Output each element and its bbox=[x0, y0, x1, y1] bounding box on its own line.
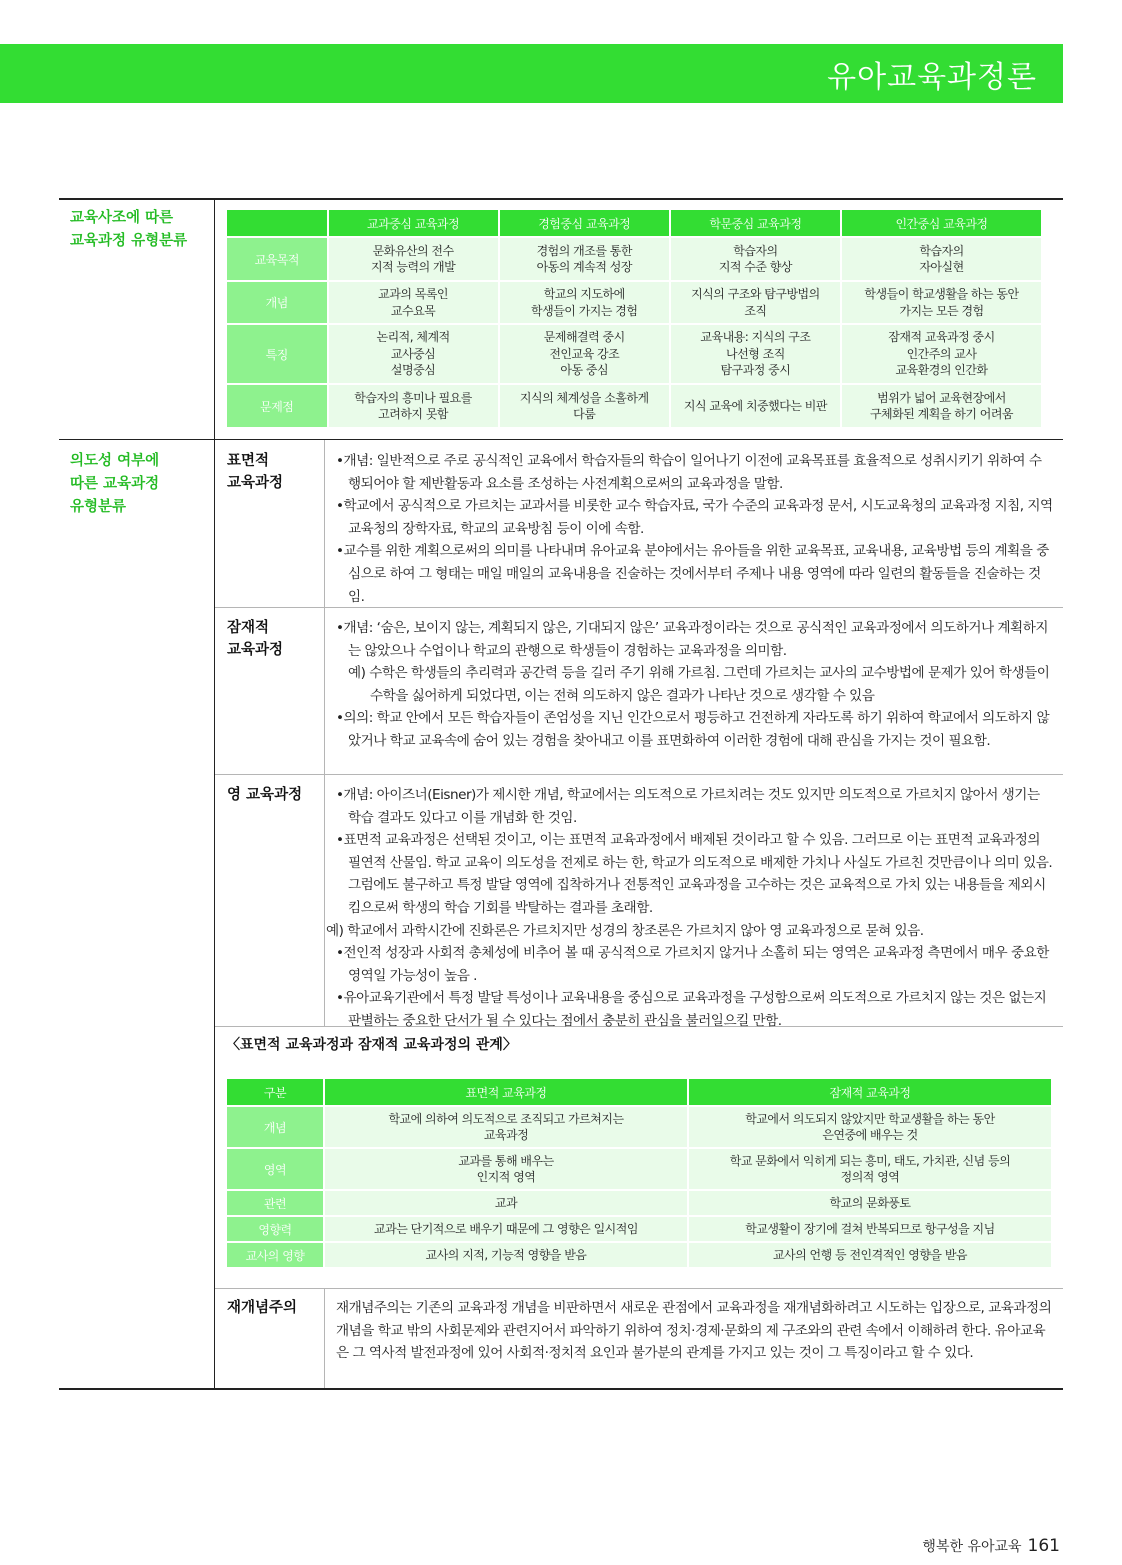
bullet-text: •개념: ‘숨은, 보이지 않는, 계획되지 않은, 기대되지 않은’ 교육과정이라는 것으로 공식적인 교육과정에서 의도하거나 계획하지는 않았으나 수업이나 학교의 관행으로 학생들이 경험하는 교육과정을 의미함. bbox=[336, 620, 1048, 659]
table-cell: 학교의 문화풍토 bbox=[689, 1191, 1051, 1215]
table-cell: 교과를 통해 배우는 인지적 영역 bbox=[325, 1149, 687, 1189]
null-curriculum-body bbox=[326, 784, 1054, 1033]
table-cell: 교육내용: 지식의 구조 나선형 조직 탐구과정 중시 bbox=[671, 325, 840, 383]
row-divider-2 bbox=[215, 774, 1063, 775]
table-cell: 학교에 의하여 의도적으로 조직되고 가르쳐지는 교육과정 bbox=[325, 1107, 687, 1147]
row-header: 영향력 bbox=[227, 1217, 323, 1241]
table-cell: 경험의 개조를 통한 아동의 계속적 성장 bbox=[500, 238, 669, 280]
page-footer bbox=[922, 1536, 1060, 1556]
bullet-text: •유아교육기관에서 특정 발달 특성이나 교육내용을 중심으로 교육과정을 구성함으로써 의도적으로 가르치지 않는 것은 없는지 판별하는 중요한 단서가 될 수 있다는 점에서 충분히 관심을 불러일으킬 만함. bbox=[336, 990, 1047, 1029]
table-cell: 지식 교육에 치중했다는 비판 bbox=[671, 385, 840, 427]
subtitle-explicit-curriculum: 표면적 교육과정 bbox=[227, 453, 284, 491]
table-cell: 교사의 언행 등 전인격적인 영향을 받음 bbox=[689, 1243, 1051, 1267]
table-cell: 논리적, 체계적 교사중심 설명중심 bbox=[329, 325, 498, 383]
latent-curriculum-body bbox=[336, 617, 1054, 753]
table-cell: 학습자의 자아실현 bbox=[842, 238, 1041, 280]
relation-table bbox=[225, 1077, 1053, 1269]
row-header: 관련 bbox=[227, 1191, 323, 1215]
table-cell: 지식의 구조와 탐구방법의 조직 bbox=[671, 282, 840, 323]
row-header: 특징 bbox=[227, 325, 327, 383]
bullet-text: •의의: 학교 안에서 모든 학습자들이 존엄성을 지닌 인간으로서 평등하고 건전하게 자라도록 하기 위하여 학교에서 의도하지 않았거나 학교 교육속에 숨어 있는 경험을 찾아내고 이를 표면화하여 이러한 경험에 대해 관심을 가지는 것이 필요함. bbox=[336, 710, 1050, 749]
table-cell: 지식의 체계성을 소홀하게 다룸 bbox=[500, 385, 669, 427]
section-divider bbox=[59, 439, 1063, 440]
reconceptualism-body bbox=[336, 1297, 1054, 1365]
table-cell: 학교생활이 장기에 걸쳐 반복되므로 항구성을 지님 bbox=[689, 1217, 1051, 1241]
category-label-2: 의도성 여부에 따른 교육과정 유형분류 bbox=[70, 453, 160, 515]
row-header: 개념 bbox=[227, 1107, 323, 1147]
table-header-row bbox=[227, 1079, 1051, 1105]
table-cell: 교과는 단기적으로 배우기 때문에 그 영향은 일시적임 bbox=[325, 1217, 687, 1241]
table-corner bbox=[227, 210, 327, 236]
explicit-curriculum-body bbox=[336, 450, 1054, 608]
row-header: 영역 bbox=[227, 1149, 323, 1189]
bullet-text: •표면적 교육과정은 선택된 것이고, 이는 표면적 교육과정에서 배제된 것이라고 할 수 있음. 그러므로 이는 표면적 교육과정의 필연적 산물임. 학교 교육이 의도성을 전제로 하는 한, 학교가 의도적으로 배제한 가치나 사실도 가르친 것만큼이나 의미 있음. 그럼에도 불구하고 특정 발달 영역에 집착하거나 전통적인 교육과정을 고수하는 것은 교육적으로 가치 있는 내용들을 제외시킴으로써 학생의 학습 기회를 박탈하는 결과를 초래함. bbox=[336, 832, 1053, 916]
table-row bbox=[227, 1191, 1051, 1215]
bullet-text: •학교에서 공식적으로 가르치는 교과서를 비롯한 교수 학습자료, 국가 수준의 교육과정 문서, 시도교육청의 교육과정 지침, 지역 교육청의 장학자료, 학교의 교육방침 등이 이에 속함. bbox=[336, 498, 1053, 537]
subtitle-column-divider-2 bbox=[324, 1288, 325, 1388]
row-header: 개념 bbox=[227, 282, 327, 323]
table-cell: 학교에서 의도되지 않았지만 학교생활을 하는 동안 은연중에 배우는 것 bbox=[689, 1107, 1051, 1147]
table-cell: 학생들이 학교생활을 하는 동안 가지는 모든 경험 bbox=[842, 282, 1041, 323]
relation-table-title: 〈표면적 교육과정과 잠재적 교육과정의 관계〉 bbox=[226, 1037, 517, 1053]
table-cell: 교사의 지적, 기능적 영향을 받음 bbox=[325, 1243, 687, 1267]
left-column-divider bbox=[214, 199, 215, 1389]
table-row bbox=[227, 1217, 1051, 1241]
example-text: 예) 학교에서 과학시간에 진화론은 가르치지만 성경의 창조론은 가르치지 않아 영 교육과정으로 묻혀 있음. bbox=[326, 922, 924, 939]
column-header: 경험중심 교육과정 bbox=[500, 210, 669, 236]
curriculum-type-table bbox=[225, 208, 1043, 429]
example-text: 예) 수학은 학생들의 추리력과 공간력 등을 길러 주기 위해 가르침. 그런데 가르치는 교사의 교수방법에 문제가 있어 학생들이 수학을 싫어하게 되었다면, 이는 전혀 의도하지 않은 결과가 나타난 것으로 생각할 수 있음 bbox=[348, 665, 1050, 704]
table-cell: 잠재적 교육과정 중시 인간주의 교사 교육환경의 인간화 bbox=[842, 325, 1041, 383]
table-header-row bbox=[227, 210, 1041, 236]
bullet-text: •전인적 성장과 사회적 총체성에 비추어 볼 때 공식적으로 가르치지 않거나 소홀히 되는 영역은 교육과정 측면에서 매우 중요한 영역일 가능성이 높음 . bbox=[336, 945, 1049, 984]
table-cell: 교과의 목록인 교수요목 bbox=[329, 282, 498, 323]
subtitle-column-divider bbox=[324, 440, 325, 1026]
header-bar bbox=[0, 44, 1063, 103]
row-header: 문제점 bbox=[227, 385, 327, 427]
table-row bbox=[227, 282, 1041, 323]
column-header: 잠재적 교육과정 bbox=[689, 1079, 1051, 1105]
top-rule bbox=[59, 198, 1063, 200]
row-header: 교육목적 bbox=[227, 238, 327, 280]
table-cell: 학교의 지도하에 학생들이 가지는 경험 bbox=[500, 282, 669, 323]
bottom-rule bbox=[59, 1388, 1063, 1390]
paragraph-text: 재개념주의는 기존의 교육과정 개념을 비판하면서 새로운 관점에서 교육과정을 재개념화하려고 시도하는 입장으로, 교육과정의 개념을 학교 밖의 사회문제와 관련지어서 파악하기 위하여 정치·경제·문화의 제 구조와의 관련 속에서 이해하려 한다. 유아교육은 그 역사적 발전과정에 있어 사회적·정치적 요인과 불가분의 관계를 가지고 있는 것이 그 특징이라고 할 수 있다. bbox=[336, 1300, 1052, 1362]
table-cell: 문제해결력 중시 전인교육 강조 아동 중심 bbox=[500, 325, 669, 383]
book-title: 행복한 유아교육 bbox=[922, 1539, 1022, 1555]
column-header: 구분 bbox=[227, 1079, 323, 1105]
row-divider-4 bbox=[215, 1288, 1063, 1289]
bullet-text: •교수를 위한 계획으로써의 의미를 나타내며 유아교육 분야에서는 유아들을 위한 교육목표, 교육내용, 교육방법 등의 계획을 중심으로 하여 그 형태는 매일 매일의 교육내용을 진술하는 것에서부터 주제나 내용 영역에 따라 일련의 활동들을 진술하는 것임. bbox=[336, 543, 1049, 605]
table-cell: 문화유산의 전수 지적 능력의 개발 bbox=[329, 238, 498, 280]
table-cell: 교과 bbox=[325, 1191, 687, 1215]
table-cell: 학습자의 지적 수준 향상 bbox=[671, 238, 840, 280]
subtitle-null-curriculum: 영 교육과정 bbox=[227, 787, 303, 803]
column-header: 인간중심 교육과정 bbox=[842, 210, 1041, 236]
subtitle-latent-curriculum: 잠재적 교육과정 bbox=[227, 620, 284, 658]
column-header: 교과중심 교육과정 bbox=[329, 210, 498, 236]
table-cell: 범위가 넓어 교육현장에서 구체화된 계획을 하기 어려움 bbox=[842, 385, 1041, 427]
subtitle-reconceptualism: 재개념주의 bbox=[227, 1300, 298, 1316]
row-header: 교사의 영향 bbox=[227, 1243, 323, 1267]
column-header: 표면적 교육과정 bbox=[325, 1079, 687, 1105]
table-row bbox=[227, 385, 1041, 427]
table-row bbox=[227, 325, 1041, 383]
table-row bbox=[227, 238, 1041, 280]
table-row bbox=[227, 1243, 1051, 1267]
page-header-title: 유아교육과정론 bbox=[827, 60, 1037, 95]
category-label-1: 교육사조에 따른 교육과정 유형분류 bbox=[70, 210, 188, 249]
table-cell: 학교 문화에서 익히게 되는 흥미, 태도, 가치관, 신념 등의 정의적 영역 bbox=[689, 1149, 1051, 1189]
table-row bbox=[227, 1107, 1051, 1147]
bullet-text: •개념: 일반적으로 주로 공식적인 교육에서 학습자들의 학습이 일어나기 이전에 교육목표를 효율적으로 성취시키기 위하여 수행되어야 할 제반활동과 요소를 조성하는 사전계획으로써의 교육과정을 말함. bbox=[336, 453, 1042, 492]
table-cell: 학습자의 흥미나 필요를 고려하지 못함 bbox=[329, 385, 498, 427]
bullet-text: •개념: 아이즈너(Eisner)가 제시한 개념, 학교에서는 의도적으로 가르치려는 것도 있지만 의도적으로 가르치지 않아서 생기는 학습 결과도 있다고 이를 개념화 한 것임. bbox=[336, 787, 1040, 826]
column-header: 학문중심 교육과정 bbox=[671, 210, 840, 236]
table-row bbox=[227, 1149, 1051, 1189]
page-number: 161 bbox=[1027, 1536, 1060, 1556]
